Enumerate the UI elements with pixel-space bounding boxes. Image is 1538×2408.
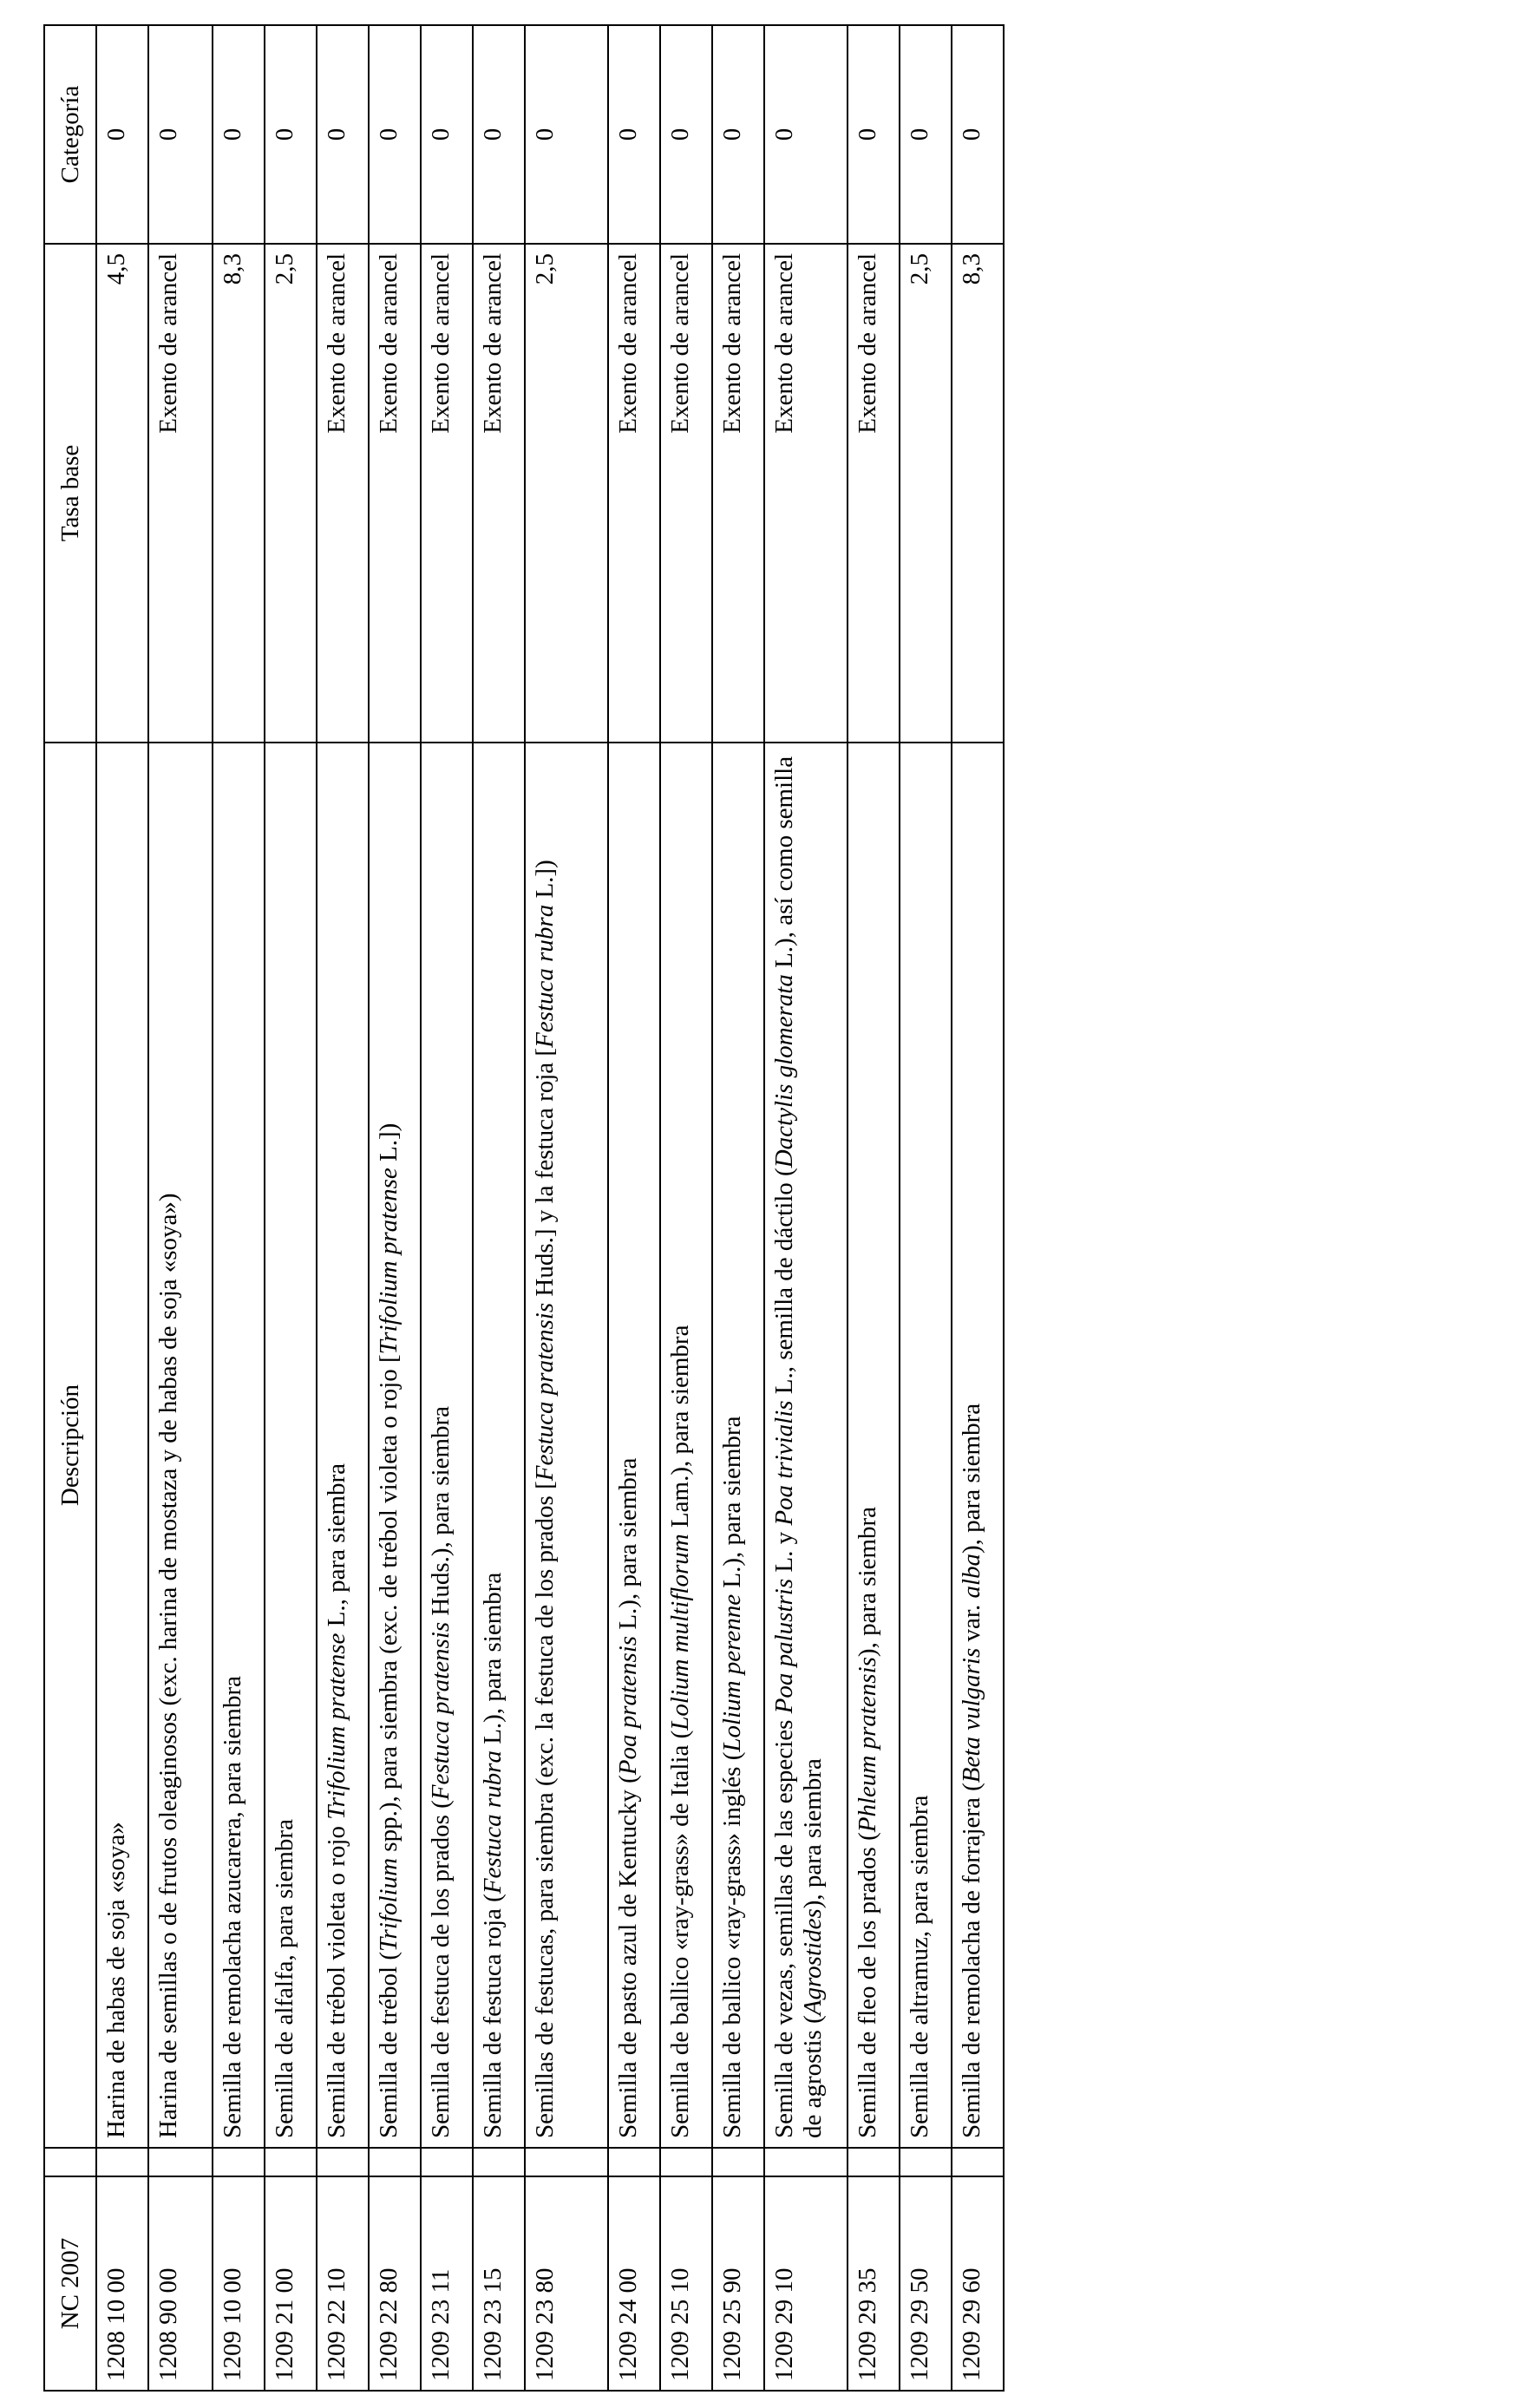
cell-rate: Exento de arancel xyxy=(712,244,764,743)
description-segment: Semilla de vezas, semillas de las especies xyxy=(770,1713,798,2138)
table-row xyxy=(213,25,265,2391)
cell-rate: 2,5 xyxy=(900,244,952,743)
description-segment: ), para siembra xyxy=(799,1758,827,1909)
cell-rate: 8,3 xyxy=(952,244,1004,743)
cell-rate: Exento de arancel xyxy=(473,244,525,743)
column-header-code: NC 2007 xyxy=(44,2176,96,2391)
description-italic-segment: Dactylis glomerata xyxy=(770,974,798,1168)
description-italic-segment: Festuca pratensis xyxy=(427,1621,455,1801)
rotated-page xyxy=(43,26,1002,2392)
description-segment: L.]) xyxy=(531,860,559,905)
cell-code: 1209 23 80 xyxy=(525,2176,608,2391)
description-italic-segment: Poa palustris xyxy=(770,1578,798,1714)
cell-category: 0 xyxy=(952,25,1004,244)
cell-code: 1209 10 00 xyxy=(213,2176,265,2391)
description-segment: var. xyxy=(958,1598,985,1648)
description-segment: ), para siembra xyxy=(958,1403,985,1554)
description-italic-segment: Festuca rubra xyxy=(531,904,559,1048)
cell-code: 1208 10 00 xyxy=(96,2176,148,2391)
description-italic-segment: Poa trivialis xyxy=(770,1400,798,1526)
cell-description xyxy=(473,743,525,2148)
table-row xyxy=(148,25,213,2391)
description-segment: Semilla de altramuz, para siembra xyxy=(906,1795,933,2138)
description-italic-segment: Poa pratensis xyxy=(614,1635,642,1776)
cell-code: 1208 90 00 xyxy=(148,2176,213,2391)
cell-description xyxy=(96,743,148,2148)
table-row xyxy=(848,25,900,2391)
table-row xyxy=(473,25,525,2391)
description-segment: ), para siembra xyxy=(854,1506,881,1658)
table-row xyxy=(421,25,473,2391)
cell-category: 0 xyxy=(660,25,712,244)
table-row xyxy=(764,25,848,2391)
cell-rate: Exento de arancel xyxy=(608,244,660,743)
description-segment: L. y xyxy=(770,1525,798,1579)
description-segment: Harina de semillas o de frutos oleaginosos (exc. harina de mostaza y de habas de soja «soya») xyxy=(154,1193,182,2138)
cell-rate: Exento de arancel xyxy=(148,244,213,743)
table-header-row xyxy=(44,25,96,2391)
cell-description xyxy=(900,743,952,2148)
cell-category: 0 xyxy=(900,25,952,244)
cell-code: 1209 22 80 xyxy=(369,2176,421,2391)
cell-spacer xyxy=(608,2148,660,2176)
description-segment: L., para siembra xyxy=(323,1462,350,1633)
description-italic-segment: Agrostides xyxy=(799,1908,827,2016)
cell-category: 0 xyxy=(421,25,473,244)
cell-rate: 2,5 xyxy=(525,244,608,743)
cell-code: 1209 25 10 xyxy=(660,2176,712,2391)
cell-spacer xyxy=(473,2148,525,2176)
cell-category: 0 xyxy=(148,25,213,244)
cell-description xyxy=(317,743,369,2148)
cell-spacer xyxy=(952,2148,1004,2176)
cell-code: 1209 29 60 xyxy=(952,2176,1004,2391)
description-segment: Semilla de pasto azul de Kentucky ( xyxy=(614,1775,642,2138)
cell-code: 1209 29 35 xyxy=(848,2176,900,2391)
cell-category: 0 xyxy=(712,25,764,244)
description-segment: Semilla de remolacha de forrajera ( xyxy=(958,1783,985,2138)
description-segment: Semilla de ballico «ray-grass» de Italia ( xyxy=(666,1730,694,2138)
cell-rate: Exento de arancel xyxy=(317,244,369,743)
table-row xyxy=(660,25,712,2391)
cell-description xyxy=(265,743,317,2148)
description-segment: L.), para siembra xyxy=(614,1457,642,1636)
description-italic-segment: Lolium multiflorum xyxy=(666,1534,694,1731)
cell-code: 1209 22 10 xyxy=(317,2176,369,2391)
cell-category: 0 xyxy=(848,25,900,244)
cell-category: 0 xyxy=(96,25,148,244)
description-segment: Semilla de festuca roja ( xyxy=(479,1894,507,2138)
cell-rate: 2,5 xyxy=(265,244,317,743)
cell-category: 0 xyxy=(317,25,369,244)
cell-spacer xyxy=(764,2148,848,2176)
cell-description xyxy=(660,743,712,2148)
tariff-table xyxy=(43,24,1005,2392)
cell-code: 1209 25 90 xyxy=(712,2176,764,2391)
cell-description xyxy=(712,743,764,2148)
cell-description xyxy=(525,743,608,2148)
cell-spacer xyxy=(660,2148,712,2176)
description-segment: spp.), para siembra (exc. de trébol violeta o rojo [ xyxy=(375,1354,402,1858)
cell-spacer xyxy=(148,2148,213,2176)
cell-category: 0 xyxy=(608,25,660,244)
cell-category: 0 xyxy=(525,25,608,244)
description-segment: Harina de habas de soja «soya» xyxy=(102,1822,130,2138)
cell-description xyxy=(421,743,473,2148)
description-segment: Semillas de festucas, para siembra (exc. la festuca de los prados [ xyxy=(531,1481,559,2138)
cell-spacer xyxy=(525,2148,608,2176)
cell-description xyxy=(848,743,900,2148)
table-row xyxy=(525,25,608,2391)
description-segment: L.), para siembra xyxy=(479,1572,507,1751)
cell-code: 1209 24 00 xyxy=(608,2176,660,2391)
description-segment: L.), así como semilla de agrostis ( xyxy=(770,756,827,2138)
cell-spacer xyxy=(900,2148,952,2176)
description-segment: L., semilla de dáctilo ( xyxy=(770,1168,798,1401)
cell-code: 1209 21 00 xyxy=(265,2176,317,2391)
description-italic-segment: Trifolium pratense xyxy=(323,1633,350,1820)
cell-category: 0 xyxy=(265,25,317,244)
column-header-category: Categoría xyxy=(44,25,96,244)
table-row xyxy=(900,25,952,2391)
cell-rate: Exento de arancel xyxy=(660,244,712,743)
cell-spacer xyxy=(712,2148,764,2176)
description-segment: L.]) xyxy=(375,1122,402,1168)
description-segment: Semilla de alfalfa, para siembra xyxy=(271,1819,298,2138)
description-italic-segment: alba xyxy=(958,1553,985,1599)
cell-description xyxy=(764,743,848,2148)
cell-rate: 8,3 xyxy=(213,244,265,743)
cell-description xyxy=(213,743,265,2148)
description-italic-segment: Trifolium xyxy=(375,1857,402,1952)
cell-spacer xyxy=(317,2148,369,2176)
description-italic-segment: Festuca pratensis xyxy=(531,1302,559,1482)
cell-description xyxy=(148,743,213,2148)
column-header-spacer xyxy=(44,2148,96,2176)
description-segment: Lam.), para siembra xyxy=(666,1325,694,1534)
cell-spacer xyxy=(848,2148,900,2176)
description-italic-segment: Beta vulgaris xyxy=(958,1647,985,1783)
cell-rate: Exento de arancel xyxy=(764,244,848,743)
cell-category: 0 xyxy=(213,25,265,244)
cell-description xyxy=(952,743,1004,2148)
cell-description xyxy=(608,743,660,2148)
cell-category: 0 xyxy=(764,25,848,244)
table-row xyxy=(317,25,369,2391)
description-italic-segment: Festuca rubra xyxy=(479,1750,507,1894)
description-segment: Semilla de trébol ( xyxy=(375,1951,402,2138)
cell-spacer xyxy=(421,2148,473,2176)
column-header-description: Descripción xyxy=(44,743,96,2148)
cell-code: 1209 29 50 xyxy=(900,2176,952,2391)
cell-description xyxy=(369,743,421,2148)
cell-category: 0 xyxy=(473,25,525,244)
cell-spacer xyxy=(96,2148,148,2176)
table-row xyxy=(265,25,317,2391)
table-row xyxy=(369,25,421,2391)
cell-code: 1209 23 11 xyxy=(421,2176,473,2391)
description-segment: L.), para siembra xyxy=(718,1416,746,1594)
description-segment: Huds.] y la festuca roja [ xyxy=(531,1047,559,1303)
description-segment: Semilla de ballico «ray-grass» inglés ( xyxy=(718,1751,746,2138)
cell-spacer xyxy=(213,2148,265,2176)
table-body xyxy=(96,25,1004,2391)
description-segment: Semilla de trébol violeta o rojo xyxy=(323,1819,350,2138)
cell-spacer xyxy=(369,2148,421,2176)
description-italic-segment: Trifolium pratense xyxy=(375,1168,402,1355)
cell-rate: 4,5 xyxy=(96,244,148,743)
cell-spacer xyxy=(265,2148,317,2176)
cell-category: 0 xyxy=(369,25,421,244)
description-segment: Semilla de remolacha azucarera, para siembra xyxy=(219,1676,246,2138)
description-italic-segment: Phleum pratensis xyxy=(854,1657,881,1833)
cell-code: 1209 29 10 xyxy=(764,2176,848,2391)
description-segment: Huds.), para siembra xyxy=(427,1405,455,1622)
table-row xyxy=(952,25,1004,2391)
description-segment: Semilla de festuca de los prados ( xyxy=(427,1800,455,2138)
table-row xyxy=(96,25,148,2391)
cell-rate: Exento de arancel xyxy=(369,244,421,743)
cell-code: 1209 23 15 xyxy=(473,2176,525,2391)
cell-rate: Exento de arancel xyxy=(421,244,473,743)
description-segment: Semilla de fleo de los prados ( xyxy=(854,1832,881,2138)
description-italic-segment: Lolium perenne xyxy=(718,1593,746,1752)
column-header-rate: Tasa base xyxy=(44,244,96,743)
cell-rate: Exento de arancel xyxy=(848,244,900,743)
table-row xyxy=(608,25,660,2391)
table-row xyxy=(712,25,764,2391)
